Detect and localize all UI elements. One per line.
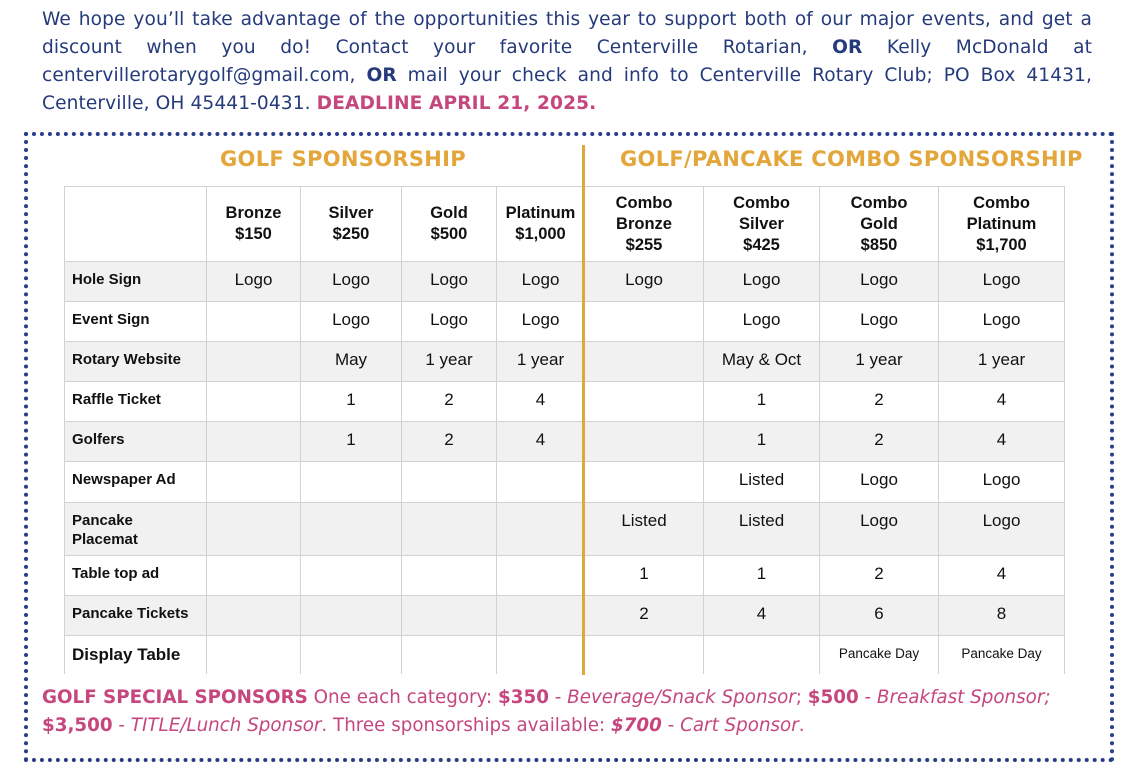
price: $3,500 — [42, 715, 113, 736]
table-cell: Logo — [402, 302, 497, 342]
special-text: . — [798, 715, 805, 736]
column-header: Bronze $150 — [207, 187, 301, 262]
table-cell: 4 — [939, 382, 1065, 422]
table-cell — [301, 503, 402, 556]
header-row — [65, 187, 1065, 262]
table-cell — [207, 503, 301, 556]
column-header: Gold $500 — [402, 187, 497, 262]
table-cell: Pancake Day — [939, 636, 1065, 674]
table-cell: 1 year — [402, 342, 497, 382]
intro-text: mail your check and info to Centerville Rotary Club; PO Box 41431, Centerville, OH 45441-0431. — [42, 65, 1092, 114]
table-cell: Logo — [585, 262, 704, 302]
table-cell — [585, 342, 704, 382]
row-label: Rotary Website — [65, 342, 207, 382]
price: $700 — [610, 715, 662, 736]
table-row — [65, 636, 1065, 674]
price: $500 — [807, 687, 859, 708]
table-cell — [585, 422, 704, 462]
table-cell — [301, 556, 402, 596]
table-cell: Logo — [301, 262, 402, 302]
row-label: Table top ad — [65, 556, 207, 596]
table-cell — [207, 462, 301, 503]
table-cell — [497, 636, 585, 674]
table-cell — [402, 636, 497, 674]
table-cell: 6 — [820, 596, 939, 636]
table-cell: 2 — [820, 556, 939, 596]
table-row — [65, 382, 1065, 422]
table-cell: 4 — [704, 596, 820, 636]
table-cell: 1 year — [939, 342, 1065, 382]
table-cell: 2 — [585, 596, 704, 636]
special-text: - — [548, 687, 568, 708]
special-sponsors-lead: GOLF SPECIAL SPONSORS — [42, 687, 308, 708]
table-cell: Logo — [820, 262, 939, 302]
table-cell — [497, 503, 585, 556]
table-cell: Logo — [402, 262, 497, 302]
table-cell — [704, 636, 820, 674]
row-label: Pancake Tickets — [65, 596, 207, 636]
table-cell — [402, 462, 497, 503]
table-cell: 2 — [820, 382, 939, 422]
table-cell: 4 — [939, 556, 1065, 596]
table-cell: Pancake Day — [820, 636, 939, 674]
table-cell — [402, 596, 497, 636]
table-row — [65, 462, 1065, 503]
sponsor-name: Beverage/Snack Sponsor — [567, 687, 796, 708]
sponsor-name: TITLE/Lunch Sponsor — [130, 715, 322, 736]
table-cell: Logo — [820, 503, 939, 556]
table-cell: Logo — [939, 262, 1065, 302]
price: $350 — [498, 687, 549, 708]
column-header: Platinum $1,000 — [497, 187, 585, 262]
table-cell: 1 year — [820, 342, 939, 382]
table-cell: 4 — [497, 422, 585, 462]
table-cell: Logo — [820, 302, 939, 342]
table-cell: Logo — [497, 302, 585, 342]
intro-text: Kelly McDonald at centervillerotarygolf@gmail.com, — [42, 37, 1093, 86]
row-label: Hole Sign — [65, 262, 207, 302]
table-cell — [301, 462, 402, 503]
table-cell: 1 — [704, 422, 820, 462]
row-label: Event Sign — [65, 302, 207, 342]
or-keyword: OR — [832, 37, 863, 58]
special-text: One each category: — [307, 687, 499, 708]
table-cell: Logo — [207, 262, 301, 302]
table-cell: 8 — [939, 596, 1065, 636]
table-cell: 1 — [301, 422, 402, 462]
table-cell — [585, 636, 704, 674]
special-text: ; — [795, 687, 808, 708]
table-row — [65, 596, 1065, 636]
combo-sponsorship-heading: GOLF/PANCAKE COMBO SPONSORSHIP — [620, 147, 1083, 171]
deadline-text: DEADLINE APRIL 21, 2025. — [316, 93, 597, 114]
column-header: Combo Gold $850 — [820, 187, 939, 262]
table-cell: 4 — [939, 422, 1065, 462]
table-cell: Listed — [704, 462, 820, 503]
special-text: - — [661, 715, 681, 736]
table-row — [65, 302, 1065, 342]
table-cell: Logo — [301, 302, 402, 342]
table-cell — [497, 556, 585, 596]
table-cell — [207, 422, 301, 462]
table-cell: 1 — [585, 556, 704, 596]
table-cell — [207, 596, 301, 636]
table-cell: May — [301, 342, 402, 382]
row-label: Raffle Ticket — [65, 382, 207, 422]
table-cell — [402, 503, 497, 556]
table-cell — [207, 556, 301, 596]
table-cell: 2 — [402, 422, 497, 462]
table-row — [65, 556, 1065, 596]
table-cell: Logo — [939, 302, 1065, 342]
row-label: Newspaper Ad — [65, 462, 207, 503]
special-text: - — [858, 687, 877, 708]
or-keyword: OR — [366, 65, 397, 86]
table-cell — [585, 382, 704, 422]
table-cell — [207, 342, 301, 382]
table-cell — [301, 636, 402, 674]
table-row — [65, 262, 1065, 302]
intro-text: We hope you’ll take advantage of the opportunities this year to support both of our major events, and get a discount when you do! Contact your favorite Centerville Rotarian, — [42, 9, 1092, 58]
table-cell: Logo — [497, 262, 585, 302]
column-header: Combo Platinum $1,700 — [939, 187, 1065, 262]
corner-cell — [65, 187, 207, 262]
table-cell: Logo — [820, 462, 939, 503]
table-cell: Logo — [939, 462, 1065, 503]
row-label: Golfers — [65, 422, 207, 462]
table-cell — [497, 462, 585, 503]
table-cell: Listed — [704, 503, 820, 556]
table-cell: 1 — [704, 556, 820, 596]
table-cell: 2 — [402, 382, 497, 422]
sponsor-name: Breakfast Sponsor; — [876, 687, 1051, 708]
sponsor-name: Cart Sponsor — [680, 715, 799, 736]
table-cell: 2 — [820, 422, 939, 462]
intro-paragraph — [42, 6, 1092, 118]
table-cell: Listed — [585, 503, 704, 556]
column-header: Silver $250 — [301, 187, 402, 262]
table-cell — [301, 596, 402, 636]
row-label: Pancake Placemat — [65, 503, 207, 556]
special-sponsors-note — [42, 684, 1102, 740]
table-cell: Logo — [939, 503, 1065, 556]
table-row — [65, 342, 1065, 382]
section-divider — [582, 145, 585, 675]
row-label: Display Table — [65, 636, 207, 674]
special-text: - — [112, 715, 131, 736]
table-cell — [585, 462, 704, 503]
table-cell — [585, 302, 704, 342]
table-cell: 1 year — [497, 342, 585, 382]
special-text: . Three sponsorships available: — [321, 715, 611, 736]
golf-sponsorship-heading: GOLF SPONSORSHIP — [220, 147, 466, 171]
table-row — [65, 503, 1065, 556]
table-cell: 1 — [301, 382, 402, 422]
table-cell — [207, 382, 301, 422]
table-cell: Logo — [704, 262, 820, 302]
column-header: Combo Bronze $255 — [585, 187, 704, 262]
table-cell: 1 — [704, 382, 820, 422]
table-row — [65, 422, 1065, 462]
table-cell: May & Oct — [704, 342, 820, 382]
table-cell — [402, 556, 497, 596]
column-header: Combo Silver $425 — [704, 187, 820, 262]
table-cell: 4 — [497, 382, 585, 422]
table-cell: Logo — [704, 302, 820, 342]
table-cell — [207, 302, 301, 342]
table-cell — [207, 636, 301, 674]
sponsorship-table — [64, 186, 1065, 674]
table-cell — [497, 596, 585, 636]
